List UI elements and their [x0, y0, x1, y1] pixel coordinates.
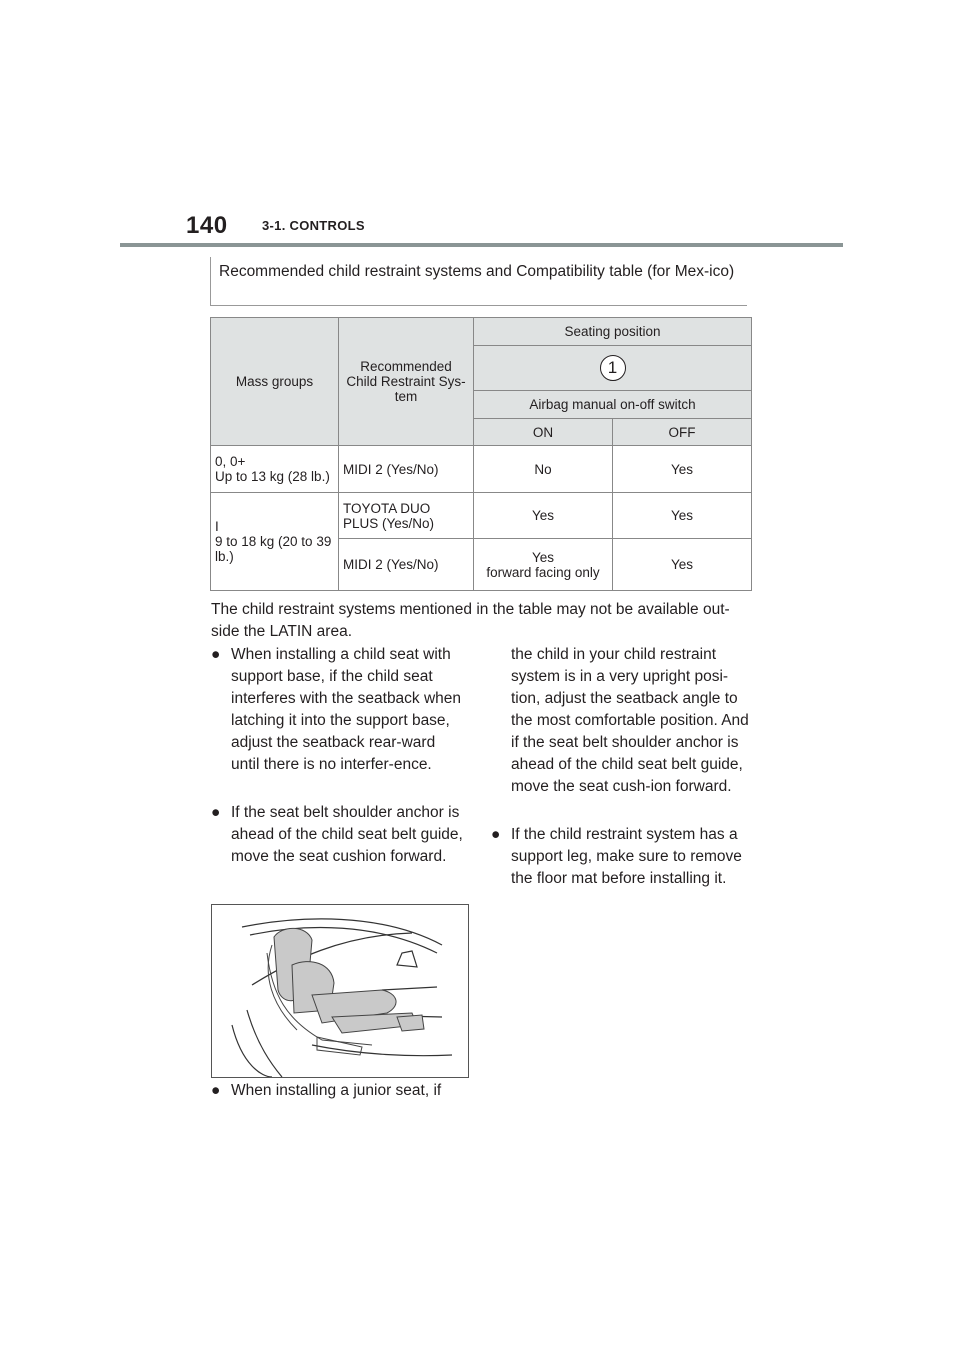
mass-group-cell: I 9 to 18 kg (20 to 39 lb.): [211, 493, 339, 591]
bullet-icon: ●: [211, 646, 221, 663]
mass-group-name: 0, 0+: [215, 454, 246, 469]
system-cell: TOYOTA DUO PLUS (Yes/No): [339, 493, 474, 539]
section-title: 3-1. CONTROLS: [262, 218, 365, 233]
table-caption: Recommended child restraint systems and Compatibility table (for Mex-ico): [219, 263, 735, 280]
list-item: [211, 1080, 465, 1102]
system-cell: MIDI 2 (Yes/No): [339, 539, 474, 591]
list-item-text: If the child restraint system has a support leg, make sure to remove the floor mat before installing it.: [511, 826, 742, 887]
off-cell: Yes: [613, 446, 752, 493]
on-cell: No: [474, 446, 613, 493]
header-airbag-switch: Airbag manual on-off switch: [474, 391, 752, 419]
bullet-icon: ●: [491, 826, 501, 843]
on-cell: [474, 539, 613, 591]
list-item: [211, 644, 465, 776]
on-cell: Yes: [474, 493, 613, 539]
off-cell: Yes: [613, 493, 752, 539]
list-item-text: When installing a junior seat, if: [231, 1082, 442, 1099]
off-cell: Yes: [613, 539, 752, 591]
header-recommended-system: Recommended Child Restraint Sys-tem: [339, 318, 474, 446]
header-off: OFF: [613, 419, 752, 446]
header-on: ON: [474, 419, 613, 446]
seat-number-cell: [474, 346, 752, 391]
on-value: Yes: [531, 549, 555, 565]
compatibility-table: [210, 317, 752, 591]
mass-group-cell: [211, 446, 339, 493]
availability-note: The child restraint systems mentioned in the table may not be available out-side the LATIN area.: [211, 601, 730, 640]
list-item-text: When installing a child seat with support base, if the child seat interferes with the seatback when latching it into the support base, adjust the seatback rear-ward until there is no interfer-ence.: [231, 646, 462, 773]
system-cell: MIDI 2 (Yes/No): [339, 446, 474, 493]
child-seat-illustration: [211, 904, 469, 1078]
header-seating-position: Seating position: [474, 318, 752, 346]
bullet-icon: ●: [211, 804, 221, 821]
mass-group-weight: Up to 13 kg (28 lb.): [215, 469, 330, 484]
table-caption-box: [210, 257, 747, 306]
seat-number-badge: 1: [600, 355, 626, 381]
header-divider: [120, 243, 843, 247]
table-row: [211, 493, 752, 539]
bullet-continuation: the child in your child restraint system is in a very upright posi-tion, adjust the seatback angle to the most comfortable position. And if the seat belt shoulder anchor is ahead of the child seat belt guide, move the seat cush-ion forward.: [511, 646, 749, 795]
child-seat-drawing: [212, 905, 468, 1077]
list-item-text: If the seat belt shoulder anchor is ahead of the child seat belt guide, move the seat cushion forward.: [231, 804, 463, 865]
table-row: [211, 446, 752, 493]
header-mass-groups: Mass groups: [211, 318, 339, 446]
bullet-icon: ●: [211, 1082, 221, 1099]
page-number: 140: [186, 212, 228, 239]
on-note: forward facing only: [486, 564, 600, 580]
list-item: [211, 802, 465, 868]
list-item: [491, 824, 749, 890]
